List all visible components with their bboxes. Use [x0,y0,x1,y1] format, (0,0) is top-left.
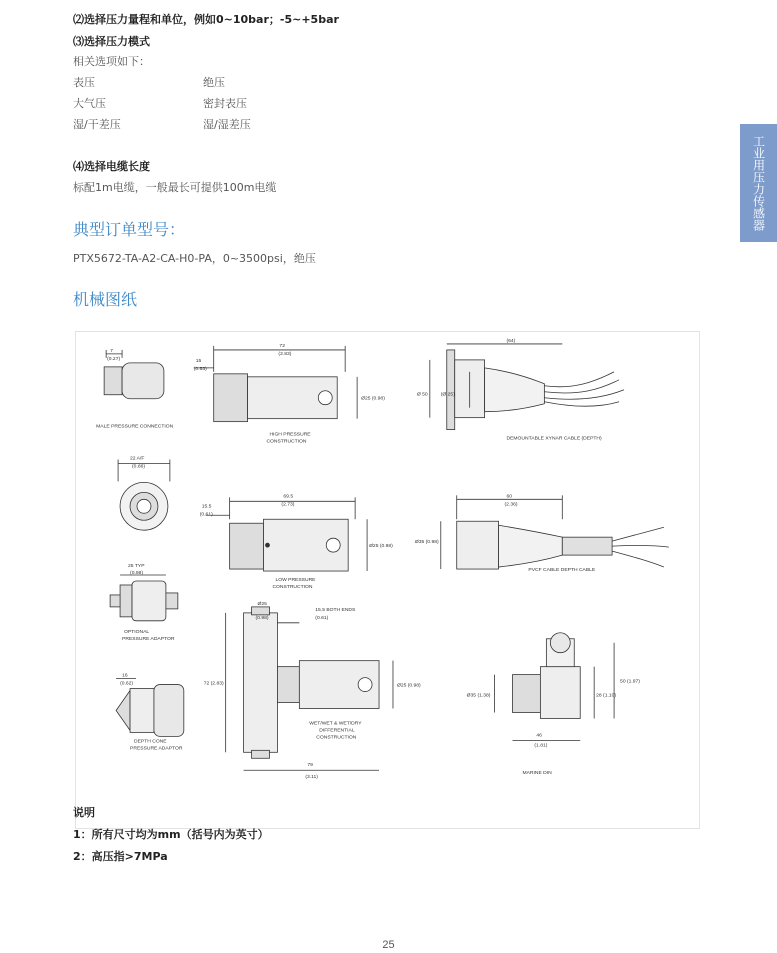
section-3-intro: 相关选项如下： [73,55,150,68]
drawing-heading: 机械图纸 [73,290,138,309]
mechanical-drawing [75,331,700,829]
depth-cone-figure [116,679,184,737]
label-demountable: DEMOUNTABLE XYNAR CABLE (DEPTH) [506,436,602,442]
dim-695: 69.5 [283,494,294,500]
dim-086: (0.86) [132,464,146,470]
option-wet-dry-diff: 湿/干差压 [73,118,121,131]
section-2-text: ⑵选择压力量程和单位，例如0~10bar；-5~+5bar [73,13,339,26]
dim-35b: Ø35 (1.38) [466,693,491,699]
dim-053: (0.53) [193,366,207,372]
optional-adaptor-figure [110,575,178,621]
label-depth-cone-1: DEPTH CONE [134,739,167,745]
option-gauge: 表压 [73,76,95,89]
dim-50: Ø 50 [416,392,428,398]
label-wet-diff-2: DIFFERENTIAL [319,728,355,734]
dim-311: (3.11) [305,775,318,781]
high-pressure-figure [194,346,357,422]
pvcf-cable-figure [441,495,669,569]
notes-title: 说明 [73,806,95,819]
label-wet-diff-1: WET/WET & WET/DRY [309,721,362,727]
dim-28: 28 (1.10) [596,693,617,699]
label-depth-cone-2: PRESSURE ADAPTOR [130,746,183,752]
demountable-cable-figure [430,344,624,430]
dim-72: 72 [279,343,285,349]
dim-236: (2.36) [504,502,518,508]
dim-25a: Ø25 (0.98) [361,396,385,402]
label-optional-2: PRESSURE ADAPTOR [122,636,175,642]
dim-15: 15 [195,358,202,364]
dim-098b: (0.98) [255,615,269,621]
page-number: 25 [382,939,395,951]
label-optional-1: OPTIONAL [124,629,150,635]
dim-155b: 15.5 BOTH ENDS [315,607,356,613]
dim-155: 15.5 [201,504,212,510]
dim-64: (64) [506,338,516,344]
label-high-pressure-2: CONSTRUCTION [266,439,307,445]
dim-25d: Ø25 [257,601,267,607]
dim-098: (0.98) [130,571,144,577]
dim-46: 46 [536,733,542,739]
differential-figure [226,607,393,770]
order-example-text: PTX5672-TA-A2-CA-H0-PA，0~3500psi，绝压 [73,252,316,265]
section-3-title: ⑶选择压力模式 [73,35,150,48]
option-wet-wet-diff: 湿/湿差压 [203,118,251,131]
nut-figure [118,459,170,530]
note-1: 1：所有尺寸均为mm（括号内为英寸） [73,828,269,841]
side-tab: 工业用压力传感器 [740,124,777,242]
dim-16: 16 [122,673,128,679]
option-absolute: 绝压 [203,76,225,89]
label-male-connection: MALE PRESSURE CONNECTION [96,424,174,430]
section-4-title: ⑷选择电缆长度 [73,160,150,173]
dim-273: (2.73) [281,502,295,508]
dim-25b: (Ø 25) [440,392,455,398]
dim-35: Ø35 (0.98) [414,540,439,546]
label-pvcf: PVCF CABLE DEPTH CABLE [528,568,596,574]
mechanical-drawing-svg [76,332,699,828]
option-sealed-gauge: 密封表压 [203,97,247,110]
dim-22: 22 A/F [130,456,145,462]
dim-027: (0.27) [107,356,121,362]
low-pressure-figure [206,497,367,571]
dim-72b: 72 (2.83) [203,681,224,687]
label-low-pressure-2: CONSTRUCTION [272,584,313,590]
section-4-text: 标配1m电缆，一般最长可提供100m电缆 [73,181,277,194]
dim-061: (0.61) [199,512,213,518]
option-atmospheric: 大气压 [73,97,106,110]
dim-283: (2.83) [278,351,292,357]
label-low-pressure-1: LOW PRESSURE [275,577,316,583]
dim-061b: (0.61) [315,615,329,621]
label-high-pressure-1: HIGH PRESSURE [269,432,311,438]
dim-79: 79 [307,763,313,769]
dim-50b: 50 (1.97) [620,679,640,685]
dim-062: (0.62) [120,681,134,687]
dim-181: (1.81) [534,743,548,749]
dim-25typ: 25 TYP [128,564,145,570]
dim-25c: Ø25 (0.98) [369,544,393,550]
dim-60: 60 [506,494,513,500]
label-wet-diff-3: CONSTRUCTION [316,735,357,741]
note-2: 2：高压指>7MPa [73,850,168,863]
order-heading: 典型订单型号： [73,220,186,239]
marine-din-figure [495,633,615,741]
label-marine: MARINE DIN [522,771,552,777]
dim-25e: Ø25 (0.98) [396,683,421,689]
dim-7: 7 [110,348,113,354]
